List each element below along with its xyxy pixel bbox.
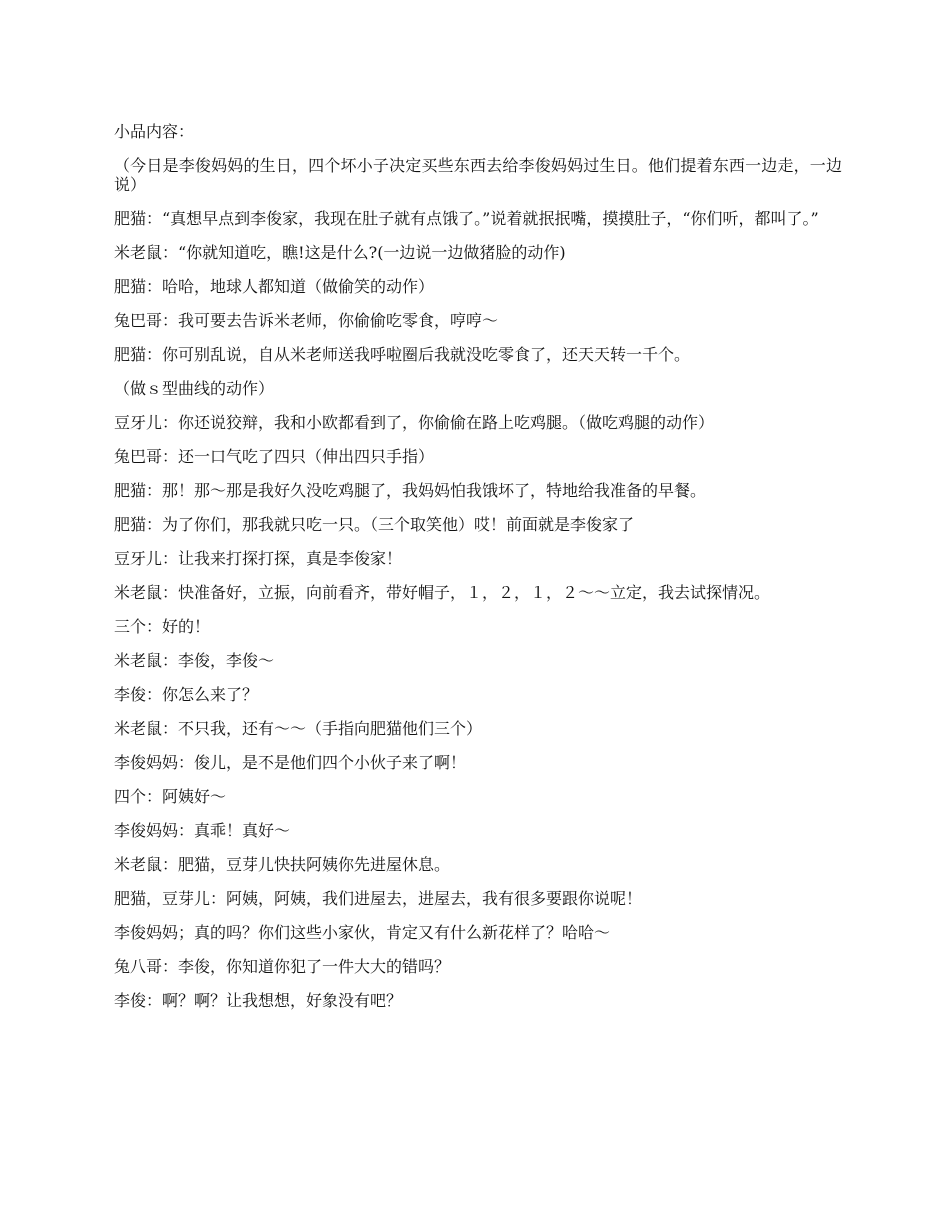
paragraph: 兔巴哥：我可要去告诉米老师，你偷偷吃零食，哼哼～ (114, 311, 499, 330)
paragraph: 肥猫：“真想早点到李俊家，我现在肚子就有点饿了。”说着就抿抿嘴，摸摸肚子，“你们听，都叫了。” (114, 209, 819, 228)
paragraph: 兔巴哥：还一口气吃了四只（伸出四只手指） (114, 447, 435, 466)
paragraph: 米老鼠：不只我，还有～～（手指向肥猫他们三个） (114, 719, 483, 738)
paragraph: 肥猫：你可别乱说，自从米老师送我呼啦圈后我就没吃零食了，还天天转一千个。 (114, 345, 691, 364)
paragraph: 四个：阿姨好～ (114, 787, 227, 806)
paragraph: 肥猫，豆芽儿：阿姨，阿姨，我们进屋去，进屋去，我有很多要跟你说呢！ (114, 889, 643, 908)
paragraph: 豆牙儿：你还说狡辩，我和小欧都看到了，你偷偷在路上吃鸡腿。（做吃鸡腿的动作） (114, 413, 715, 432)
paragraph-heading: 小品内容： (114, 122, 195, 141)
paragraph: 肥猫：那！那～那是我好久没吃鸡腿了，我妈妈怕我饿坏了，特地给我准备的早餐。 (114, 481, 707, 500)
paragraph: 米老鼠：快准备好，立振，向前看齐，带好帽子，１，２，１，２～～立定，我去试探情况。 (114, 583, 771, 602)
paragraph: 豆牙儿：让我来打探打探，真是李俊家！ (114, 549, 403, 568)
paragraph: 三个：好的！ (114, 617, 211, 636)
paragraph: 米老鼠：肥猫，豆芽儿快扶阿姨你先进屋休息。 (114, 855, 451, 874)
paragraph: 米老鼠：“你就知道吃，瞧!这是什么?(一边说一边做猪脸的动作) (114, 243, 566, 262)
paragraph: 米老鼠：李俊，李俊～ (114, 651, 275, 670)
paragraph: 肥猫：为了你们，那我就只吃一只。（三个取笑他）哎！前面就是李俊家了 (114, 515, 635, 534)
paragraph: 李俊妈妈：俊儿，是不是他们四个小伙子来了啊！ (114, 753, 467, 772)
paragraph: 李俊：啊？啊？让我想想，好象没有吧？ (114, 991, 403, 1010)
paragraph: （做ｓ型曲线的动作） (114, 379, 275, 398)
paragraph: 兔八哥：李俊，你知道你犯了一件大大的错吗？ (114, 957, 451, 976)
paragraph: 李俊妈妈；真的吗？你们这些小家伙，肯定又有什么新花样了？哈哈～ (114, 923, 611, 942)
paragraph: 肥猫：哈哈，地球人都知道（做偷笑的动作） (114, 277, 435, 296)
paragraph: 李俊：你怎么来了？ (114, 685, 259, 704)
document-body (114, 122, 842, 1025)
paragraph: 李俊妈妈：真乖！真好～ (114, 821, 291, 840)
paragraph: （今日是李俊妈妈的生日，四个坏小子决定买些东西去给李俊妈妈过生日。他们提着东西一边走，一边说） (114, 156, 842, 194)
